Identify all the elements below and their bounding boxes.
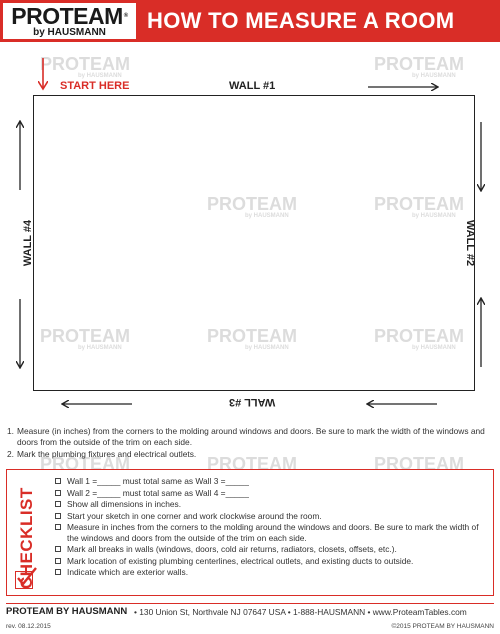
checkbox[interactable] <box>55 490 61 496</box>
start-here-label: START HERE <box>60 80 130 92</box>
watermark: PROTEAM <box>374 454 464 474</box>
instructions-list <box>7 426 497 461</box>
watermark: PROTEAM <box>207 454 297 474</box>
watermark: PROTEAM <box>374 54 464 74</box>
logo-wordmark: PROTEAM® <box>11 3 128 29</box>
watermark-sub: by HAUSMANN <box>245 345 289 351</box>
checkbox[interactable] <box>55 513 61 519</box>
wall-3-label: WALL #3 <box>229 396 276 408</box>
checkbox[interactable] <box>55 546 61 552</box>
checkbox[interactable] <box>55 524 61 530</box>
instruction-item: 1. Measure (in inches) from the corners to the molding around windows and doors. Be sure to mark the width of the windows and doors from the outside of the trim on each side. <box>7 426 485 447</box>
watermark-sub: by HAUSMANN <box>412 345 456 351</box>
checklist-item: Show all dimensions in inches. <box>55 499 485 510</box>
checkbox[interactable] <box>55 478 61 484</box>
watermark: PROTEAM <box>374 326 464 346</box>
instruction-item: 2. Mark the plumbing fixtures and electrical outlets. <box>7 449 197 459</box>
checklist-item: Wall 1 =_____ must total same as Wall 3 =_____ <box>55 476 485 487</box>
checkbox[interactable] <box>55 501 61 507</box>
checklist-item: Measure in inches from the corners to the molding around the windows and doors. Be sure to mark the width of the windows and doors from the outside of the trim on each side. <box>55 522 485 543</box>
watermark-sub: by HAUSMANN <box>412 213 456 219</box>
watermark-sub: by HAUSMANN <box>412 73 456 79</box>
watermark: PROTEAM <box>40 454 130 474</box>
checklist-item: Indicate which are exterior walls. <box>55 567 485 578</box>
logo-trademark: ® <box>123 13 128 19</box>
revision-date: rev. 08.12.2015 <box>6 623 51 630</box>
watermark: PROTEAM <box>207 326 297 346</box>
watermark-sub: by HAUSMANN <box>245 213 289 219</box>
checklist-item: Start your sketch in one corner and work clockwise around the room. <box>55 511 485 522</box>
watermark-sub: by HAUSMANN <box>78 345 122 351</box>
checklist-sidebar <box>7 470 44 594</box>
checklist-item: Mark location of existing plumbing centerlines, electrical outlets, and existing ducts to outside. <box>55 556 485 567</box>
checklist-title: CHECKLIST <box>17 487 36 589</box>
watermark: PROTEAM <box>40 54 130 74</box>
footer-contact: • 130 Union St, Northvale NJ 07647 USA • 1-888-HAUSMANN • www.ProteamTables.com <box>134 607 467 617</box>
checkbox[interactable] <box>55 558 61 564</box>
copyright: ©2015 PROTEAM BY HAUSMANN <box>391 623 494 630</box>
checklist-item: Wall 2 =_____ must total same as Wall 4 =_____ <box>55 488 485 499</box>
checkbox[interactable] <box>55 569 61 575</box>
watermark: PROTEAM <box>374 194 464 214</box>
footer-company: PROTEAM BY HAUSMANN <box>6 606 128 617</box>
checklist-item: Mark all breaks in walls (windows, doors, cold air returns, radiators, closets, offsets, etc.). <box>55 544 485 555</box>
wall-1-label: WALL #1 <box>229 80 276 92</box>
checklist-items <box>55 476 485 579</box>
checklist-panel <box>6 469 494 596</box>
checkmark-box-icon <box>15 571 33 589</box>
watermark: PROTEAM <box>207 194 297 214</box>
watermark-sub: by HAUSMANN <box>78 73 122 79</box>
watermark: PROTEAM <box>40 326 130 346</box>
logo-subtitle: by HAUSMANN <box>33 27 106 38</box>
footer-divider <box>6 603 494 604</box>
wall-4-label: WALL #4 <box>22 219 35 267</box>
wall-2-label: WALL #2 <box>464 219 477 267</box>
page-title: HOW TO MEASURE A ROOM <box>147 8 455 33</box>
